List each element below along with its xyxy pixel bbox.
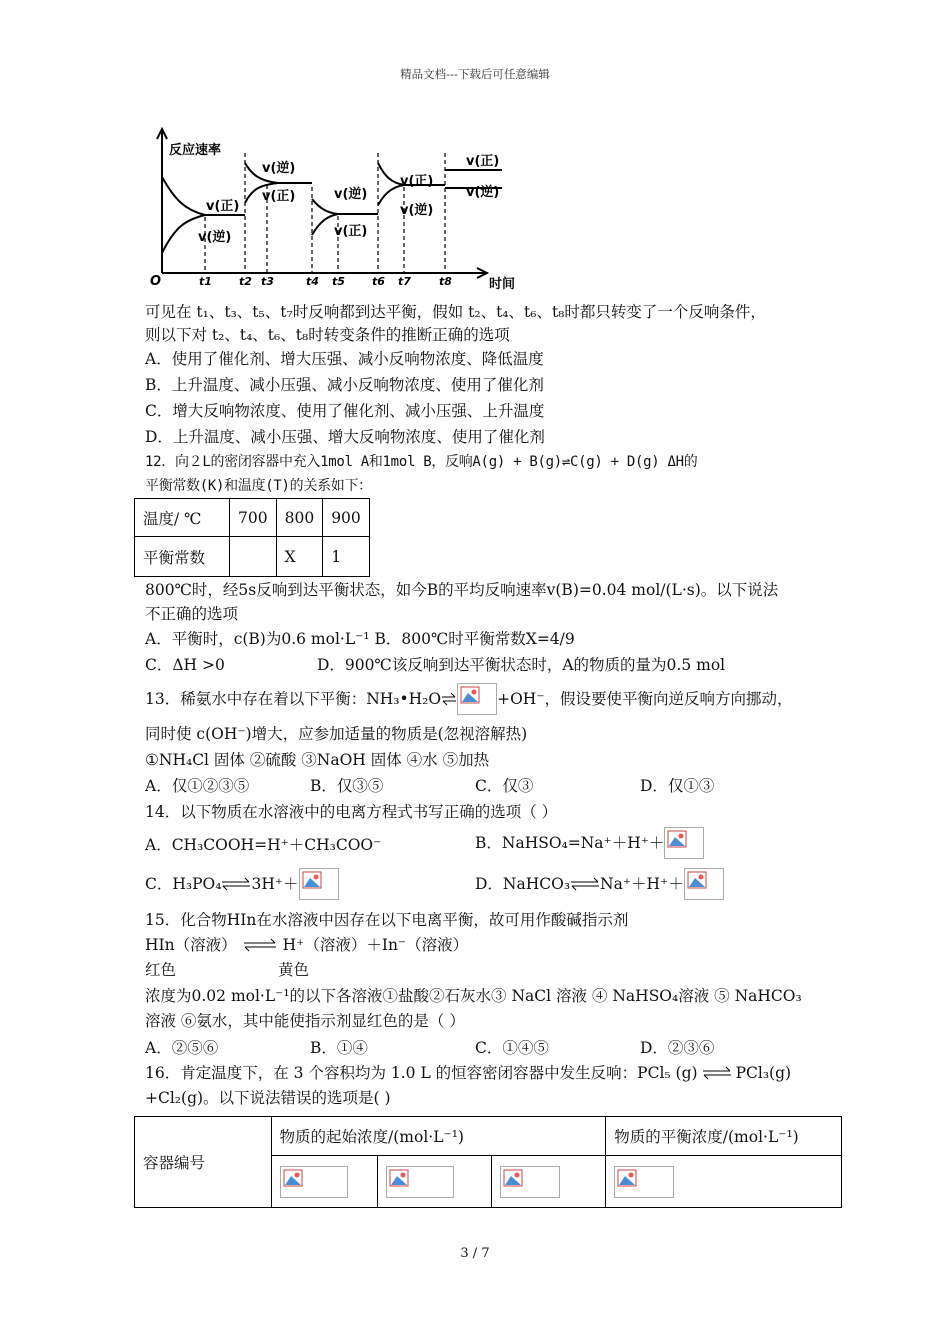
label-v-forward-1: v(正)	[206, 199, 240, 214]
x-axis-label: 时间	[489, 277, 516, 292]
q16-stem-line2: +Cl₂(g)。以下说法错误的选项是( )	[145, 1089, 391, 1107]
broken-image-icon	[614, 1166, 674, 1198]
q14-option-d	[475, 868, 724, 900]
label-v-forward-5: v(正)	[466, 154, 500, 169]
q15-option-c: C．①④⑤	[475, 1039, 549, 1057]
q12-cell-700: 700	[230, 499, 277, 537]
equilibrium-arrow-icon	[243, 938, 277, 952]
tick-t2: t2	[239, 275, 252, 288]
equilibrium-arrow-icon	[221, 877, 251, 891]
q13-option-d: D．仅①③	[640, 777, 715, 795]
label-v-reverse-5: v(逆)	[466, 185, 500, 200]
q15-eq-right: H⁺（溶液）＋In⁻（溶液）	[282, 936, 469, 954]
equilibrium-arrow-icon	[441, 692, 457, 706]
tick-t7: t7	[398, 275, 411, 288]
broken-image-icon	[500, 1166, 560, 1198]
q13-option-c: C．仅③	[475, 777, 534, 795]
tick-t3: t3	[261, 275, 274, 288]
q12-stem-line4: 不正确的选项	[145, 605, 239, 623]
q16-stem-line1	[145, 1063, 791, 1083]
q11-option-b: B．上升温度、减小压强、减小反响物浓度、使用了催化剂	[145, 376, 544, 394]
q13-option-b: B．仅③⑤	[310, 777, 384, 795]
tick-t4: t4	[306, 275, 319, 288]
q14-stem: 14．以下物质在水溶液中的电离方程式书写正确的选项（ ）	[145, 803, 558, 821]
q16-table	[134, 1116, 842, 1208]
q12-cell-k-800: X	[276, 537, 323, 577]
q12-option-c: C．ΔH >0	[145, 656, 225, 674]
q12-stem-line3: 800℃时，经5s反响到达平衡状态，如今B的平均反响速率v(B)=0.04 mol/(L·s)。以下说法	[145, 581, 779, 599]
q16-cell-eq-pcl5	[606, 1156, 842, 1208]
q14-option-b-text: B．NaHSO₄=Na⁺＋H⁺＋	[475, 834, 665, 852]
q14-option-b	[475, 826, 704, 860]
q11-option-d: D．上升温度、减小压强、增大反响物浓度、使用了催化剂	[145, 428, 545, 446]
broken-image-icon	[299, 868, 339, 900]
tick-t5: t5	[332, 275, 345, 288]
broken-image-icon	[280, 1166, 348, 1198]
label-v-reverse-2: v(逆)	[262, 161, 296, 176]
q15-stem-line3: 浓度为0.02 mol·L⁻¹的以下各溶液①盐酸②石灰水③ NaCl 溶液 ④ NaHSO₄溶液 ⑤ NaHCO₃	[145, 987, 802, 1005]
q13-stem-part2: +OH⁻，假设要使平衡向逆反响方向挪动，	[497, 690, 793, 708]
broken-image-icon	[457, 683, 497, 715]
q14-option-c	[145, 868, 339, 900]
q13-stem-part1: 13．稀氨水中存在着以下平衡：NH₃•H₂O	[145, 690, 442, 708]
q12-cell-k-700	[230, 537, 277, 577]
equilibrium-arrow-icon	[570, 877, 600, 891]
q12-option-d: D．900℃该反响到达平衡状态时，A的物质的量为0.5 mol	[317, 656, 726, 674]
q15-option-b: B．①④	[310, 1039, 368, 1057]
label-v-reverse-1: v(逆)	[198, 230, 232, 245]
broken-image-icon	[386, 1166, 454, 1198]
q12-cell-k-header: 平衡常数	[135, 537, 230, 577]
page-number: 3 / 7	[460, 1246, 490, 1261]
q15-red-label: 红色	[145, 961, 177, 979]
page-header: 精品文档---下载后可任意编辑	[400, 67, 550, 81]
q14-option-d-part2: Na⁺＋H⁺＋	[600, 875, 684, 893]
q15-stem: 15．化合物HIn在水溶液中因存在以下电离平衡，故可用作酸碱指示剂	[145, 911, 629, 929]
q15-yellow-label: 黄色	[278, 961, 310, 979]
equilibrium-arrow-icon	[702, 1066, 732, 1080]
q14-option-d-part1: D．NaHCO₃	[475, 875, 571, 893]
q16-stem-part1: 16．肯定温度下，在 3 个容积均为 1.0 L 的恒容密闭容器中发生反响：PCl₅ (g)	[145, 1064, 698, 1082]
q16-cell-initial-conc: 物质的起始浓度/(mol·L⁻¹)	[271, 1117, 606, 1156]
rate-time-graph	[140, 125, 530, 295]
q12-stem-line1: 12．向２L的密闭容器中充入1mol A和1mol B，反响A(g) + B(g)⇌C(g) + D(g) ΔH的	[145, 454, 698, 470]
q12-table	[134, 498, 370, 577]
q15-option-d: D．②③⑥	[640, 1039, 715, 1057]
q14-option-c-part1: C．H₃PO₄	[145, 875, 222, 893]
q16-cell-pcl5	[271, 1156, 377, 1208]
q12-cell-temp-header: 温度/ ℃	[135, 499, 230, 537]
q12-cell-800: 800	[276, 499, 323, 537]
label-v-reverse-4: v(逆)	[400, 203, 434, 218]
q11-option-c: C．增大反响物浓度、使用了催化剂、减小压强、上升温度	[145, 402, 545, 420]
origin-label: O	[150, 274, 162, 289]
q16-cell-cl2	[492, 1156, 606, 1208]
tick-t1: t1	[199, 275, 212, 288]
q11-stem-line2: 则以下对 t₂、t₄、t₆、t₈时转变条件的推断正确的选项	[145, 326, 510, 344]
q12-cell-900: 900	[323, 499, 370, 537]
q16-stem-part2: PCl₃(g)	[735, 1064, 792, 1082]
tick-t8: t8	[439, 275, 452, 288]
q13-items: ①NH₄Cl 固体 ②硫酸 ③NaOH 固体 ④水 ⑤加热	[145, 751, 490, 769]
q15-option-a: A．②⑤⑥	[145, 1039, 219, 1057]
label-v-forward-4: v(正)	[400, 174, 434, 189]
q16-cell-pcl3	[377, 1156, 491, 1208]
q16-cell-equilibrium-conc: 物质的平衡浓度/(mol·L⁻¹)	[606, 1117, 842, 1156]
q14-option-c-part2: 3H⁺＋	[251, 875, 299, 893]
q13-stem-line2: 同时使 c(OH⁻)增大，应参加适量的物质是(忽视溶解热)	[145, 725, 528, 743]
q12-cell-k-900: 1	[323, 537, 370, 577]
q14-option-a: A．CH₃COOH=H⁺＋CH₃COO⁻	[145, 836, 382, 854]
y-axis-label: 反应速率	[169, 143, 222, 158]
q15-equation	[145, 935, 468, 955]
q13-stem-line1	[145, 682, 793, 716]
q11-stem-line1: 可见在 t₁、t₃、t₅、t₇时反响都到达平衡，假如 t₂、t₄、t₆、t₈时都只转变了一个反响条件，	[145, 303, 766, 321]
q13-option-a: A．仅①②③⑤	[145, 777, 250, 795]
q12-option-ab: A．平衡时，c(B)为0.6 mol·L⁻¹ B．800℃时平衡常数X=4/9	[145, 630, 575, 648]
q15-stem-line4: 溶液 ⑥氨水，其中能使指示剂显红色的是（ ）	[145, 1012, 465, 1030]
q15-eq-left: HIn（溶液）	[145, 936, 237, 954]
q12-stem-line2: 平衡常数(K)和温度(T)的关系如下：	[145, 478, 372, 494]
broken-image-icon	[684, 868, 724, 900]
label-v-forward-3: v(正)	[334, 224, 368, 239]
q16-cell-container-id: 容器编号	[135, 1117, 272, 1208]
tick-t6: t6	[372, 275, 385, 288]
q11-option-a: A．使用了催化剂、增大压强、减小反响物浓度、降低温度	[145, 350, 544, 368]
broken-image-icon	[664, 827, 704, 859]
label-v-forward-2: v(正)	[262, 189, 296, 204]
label-v-reverse-3: v(逆)	[334, 187, 368, 202]
